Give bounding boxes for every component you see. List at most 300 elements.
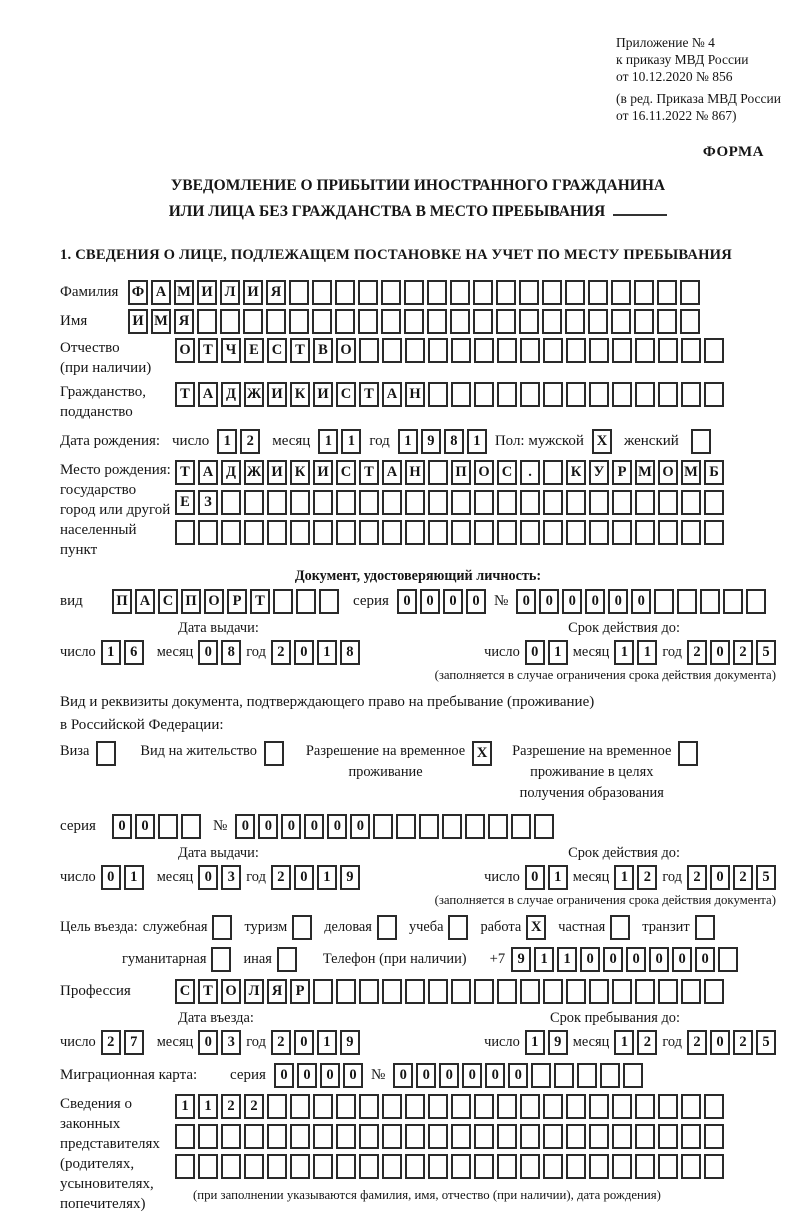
char-cell[interactable]: 0: [198, 640, 218, 665]
char-cell[interactable]: [428, 979, 448, 1004]
char-cell[interactable]: [700, 589, 720, 614]
char-cell[interactable]: 5: [756, 865, 776, 890]
char-cell[interactable]: 0: [343, 1063, 363, 1088]
char-cell[interactable]: [634, 309, 654, 334]
patronymic-input[interactable]: [175, 338, 724, 363]
identity-issue-day[interactable]: [101, 640, 144, 665]
char-cell[interactable]: [678, 741, 698, 766]
residence-series-input[interactable]: [112, 814, 201, 839]
char-cell[interactable]: [496, 280, 516, 305]
char-cell[interactable]: 0: [420, 589, 440, 614]
char-cell[interactable]: 0: [626, 947, 646, 972]
char-cell[interactable]: 0: [327, 814, 347, 839]
char-cell[interactable]: И: [128, 309, 148, 334]
char-cell[interactable]: 0: [466, 589, 486, 614]
char-cell[interactable]: [497, 382, 517, 407]
representatives-input-line1[interactable]: [175, 1094, 724, 1119]
char-cell[interactable]: [221, 520, 241, 545]
char-cell[interactable]: 1: [548, 865, 568, 890]
char-cell[interactable]: В: [313, 338, 333, 363]
purpose-tourism-checkbox[interactable]: [292, 915, 312, 940]
char-cell[interactable]: [612, 979, 632, 1004]
char-cell[interactable]: [612, 1124, 632, 1149]
temp-residence-edu-checkbox[interactable]: [678, 741, 698, 766]
char-cell[interactable]: Т: [359, 460, 379, 485]
char-cell[interactable]: [611, 309, 631, 334]
char-cell[interactable]: 0: [580, 947, 600, 972]
char-cell[interactable]: 2: [271, 640, 291, 665]
char-cell[interactable]: О: [175, 338, 195, 363]
char-cell[interactable]: С: [175, 979, 195, 1004]
char-cell[interactable]: 0: [562, 589, 582, 614]
char-cell[interactable]: 1: [341, 429, 361, 454]
purpose-study-checkbox[interactable]: [448, 915, 468, 940]
char-cell[interactable]: П: [181, 589, 201, 614]
char-cell[interactable]: [520, 490, 540, 515]
char-cell[interactable]: [336, 979, 356, 1004]
char-cell[interactable]: [359, 1124, 379, 1149]
char-cell[interactable]: [635, 1154, 655, 1179]
char-cell[interactable]: [290, 1124, 310, 1149]
identity-valid-month[interactable]: [614, 640, 657, 665]
char-cell[interactable]: М: [681, 460, 701, 485]
char-cell[interactable]: [746, 589, 766, 614]
char-cell[interactable]: [610, 915, 630, 940]
char-cell[interactable]: 0: [294, 1030, 314, 1055]
char-cell[interactable]: 2: [687, 865, 707, 890]
char-cell[interactable]: И: [243, 280, 263, 305]
char-cell[interactable]: [612, 520, 632, 545]
char-cell[interactable]: 0: [508, 1063, 528, 1088]
char-cell[interactable]: [313, 979, 333, 1004]
char-cell[interactable]: З: [198, 490, 218, 515]
entry-day-input[interactable]: [101, 1030, 144, 1055]
char-cell[interactable]: А: [382, 460, 402, 485]
char-cell[interactable]: 1: [548, 640, 568, 665]
char-cell[interactable]: [681, 1154, 701, 1179]
char-cell[interactable]: [451, 1124, 471, 1149]
char-cell[interactable]: 0: [112, 814, 132, 839]
char-cell[interactable]: 1: [398, 429, 418, 454]
char-cell[interactable]: 0: [631, 589, 651, 614]
char-cell[interactable]: 1: [124, 865, 144, 890]
char-cell[interactable]: [221, 1154, 241, 1179]
char-cell[interactable]: [497, 520, 517, 545]
char-cell[interactable]: [704, 338, 724, 363]
char-cell[interactable]: 0: [101, 865, 121, 890]
representatives-input-line3[interactable]: [175, 1154, 724, 1179]
char-cell[interactable]: 0: [350, 814, 370, 839]
char-cell[interactable]: О: [221, 979, 241, 1004]
char-cell[interactable]: [336, 520, 356, 545]
char-cell[interactable]: [359, 1154, 379, 1179]
char-cell[interactable]: [473, 309, 493, 334]
char-cell[interactable]: [428, 382, 448, 407]
char-cell[interactable]: [704, 1124, 724, 1149]
char-cell[interactable]: [264, 741, 284, 766]
char-cell[interactable]: [600, 1063, 620, 1088]
char-cell[interactable]: [543, 979, 563, 1004]
char-cell[interactable]: С: [158, 589, 178, 614]
char-cell[interactable]: [635, 520, 655, 545]
char-cell[interactable]: 0: [320, 1063, 340, 1088]
char-cell[interactable]: [589, 1124, 609, 1149]
char-cell[interactable]: [589, 520, 609, 545]
char-cell[interactable]: 0: [525, 640, 545, 665]
char-cell[interactable]: [691, 429, 711, 454]
char-cell[interactable]: О: [474, 460, 494, 485]
char-cell[interactable]: [658, 979, 678, 1004]
migration-number-input[interactable]: [393, 1063, 643, 1088]
char-cell[interactable]: [313, 1154, 333, 1179]
char-cell[interactable]: Ж: [244, 382, 264, 407]
char-cell[interactable]: Т: [198, 979, 218, 1004]
char-cell[interactable]: [198, 1154, 218, 1179]
char-cell[interactable]: [359, 520, 379, 545]
char-cell[interactable]: [267, 490, 287, 515]
residence-valid-month[interactable]: [614, 865, 657, 890]
char-cell[interactable]: Т: [198, 338, 218, 363]
char-cell[interactable]: 0: [416, 1063, 436, 1088]
char-cell[interactable]: 1: [317, 640, 337, 665]
char-cell[interactable]: 5: [756, 1030, 776, 1055]
char-cell[interactable]: [488, 814, 508, 839]
char-cell[interactable]: [497, 1154, 517, 1179]
char-cell[interactable]: [405, 520, 425, 545]
char-cell[interactable]: [520, 1124, 540, 1149]
stay-year-input[interactable]: [687, 1030, 776, 1055]
char-cell[interactable]: М: [151, 309, 171, 334]
char-cell[interactable]: 0: [516, 589, 536, 614]
char-cell[interactable]: 0: [695, 947, 715, 972]
char-cell[interactable]: [267, 1094, 287, 1119]
doc-number-input[interactable]: [516, 589, 766, 614]
char-cell[interactable]: [244, 1154, 264, 1179]
char-cell[interactable]: [428, 460, 448, 485]
char-cell[interactable]: 6: [124, 640, 144, 665]
char-cell[interactable]: 0: [608, 589, 628, 614]
birthplace-input-line2[interactable]: [175, 490, 724, 515]
temp-residence-checkbox[interactable]: [472, 741, 492, 766]
char-cell[interactable]: [451, 382, 471, 407]
char-cell[interactable]: 1: [467, 429, 487, 454]
char-cell[interactable]: [680, 280, 700, 305]
char-cell[interactable]: [566, 1124, 586, 1149]
char-cell[interactable]: [382, 490, 402, 515]
char-cell[interactable]: [589, 490, 609, 515]
char-cell[interactable]: 2: [244, 1094, 264, 1119]
char-cell[interactable]: [359, 979, 379, 1004]
char-cell[interactable]: [589, 979, 609, 1004]
char-cell[interactable]: [451, 979, 471, 1004]
char-cell[interactable]: 1: [198, 1094, 218, 1119]
char-cell[interactable]: 0: [235, 814, 255, 839]
char-cell[interactable]: 0: [462, 1063, 482, 1088]
char-cell[interactable]: Я: [266, 280, 286, 305]
char-cell[interactable]: [543, 490, 563, 515]
char-cell[interactable]: [451, 1094, 471, 1119]
stay-day-input[interactable]: [525, 1030, 568, 1055]
char-cell[interactable]: [290, 490, 310, 515]
visa-checkbox[interactable]: [96, 741, 116, 766]
char-cell[interactable]: [704, 1154, 724, 1179]
char-cell[interactable]: Т: [175, 382, 195, 407]
char-cell[interactable]: [474, 520, 494, 545]
char-cell[interactable]: [220, 309, 240, 334]
char-cell[interactable]: [198, 520, 218, 545]
char-cell[interactable]: 9: [421, 429, 441, 454]
char-cell[interactable]: 0: [710, 1030, 730, 1055]
char-cell[interactable]: 1: [557, 947, 577, 972]
char-cell[interactable]: [428, 520, 448, 545]
char-cell[interactable]: 0: [294, 640, 314, 665]
char-cell[interactable]: [542, 280, 562, 305]
char-cell[interactable]: [657, 309, 677, 334]
char-cell[interactable]: [405, 490, 425, 515]
char-cell[interactable]: [565, 309, 585, 334]
char-cell[interactable]: [175, 520, 195, 545]
birthplace-input-line3[interactable]: [175, 520, 724, 545]
char-cell[interactable]: [635, 1124, 655, 1149]
char-cell[interactable]: [654, 589, 674, 614]
char-cell[interactable]: [96, 741, 116, 766]
char-cell[interactable]: А: [135, 589, 155, 614]
char-cell[interactable]: 2: [687, 640, 707, 665]
char-cell[interactable]: 3: [221, 1030, 241, 1055]
char-cell[interactable]: 2: [101, 1030, 121, 1055]
char-cell[interactable]: [336, 1094, 356, 1119]
profession-input[interactable]: [175, 979, 724, 1004]
char-cell[interactable]: [611, 280, 631, 305]
residence-issue-year[interactable]: [271, 865, 360, 890]
char-cell[interactable]: 0: [281, 814, 301, 839]
char-cell[interactable]: [405, 979, 425, 1004]
char-cell[interactable]: К: [566, 460, 586, 485]
char-cell[interactable]: [677, 589, 697, 614]
char-cell[interactable]: [520, 382, 540, 407]
char-cell[interactable]: X: [526, 915, 546, 940]
birth-day-input[interactable]: [217, 429, 260, 454]
char-cell[interactable]: 8: [221, 640, 241, 665]
char-cell[interactable]: [377, 915, 397, 940]
char-cell[interactable]: [267, 520, 287, 545]
purpose-business-checkbox[interactable]: [212, 915, 232, 940]
char-cell[interactable]: Т: [250, 589, 270, 614]
char-cell[interactable]: 1: [317, 1030, 337, 1055]
char-cell[interactable]: [704, 1094, 724, 1119]
char-cell[interactable]: 9: [548, 1030, 568, 1055]
char-cell[interactable]: Е: [175, 490, 195, 515]
char-cell[interactable]: [396, 814, 416, 839]
char-cell[interactable]: [404, 280, 424, 305]
char-cell[interactable]: А: [198, 460, 218, 485]
char-cell[interactable]: [658, 1154, 678, 1179]
char-cell[interactable]: 0: [297, 1063, 317, 1088]
migration-series-input[interactable]: [274, 1063, 363, 1088]
char-cell[interactable]: [181, 814, 201, 839]
char-cell[interactable]: [520, 1094, 540, 1119]
char-cell[interactable]: 0: [198, 865, 218, 890]
char-cell[interactable]: [336, 1124, 356, 1149]
char-cell[interactable]: [358, 280, 378, 305]
char-cell[interactable]: 1: [101, 640, 121, 665]
char-cell[interactable]: 8: [444, 429, 464, 454]
char-cell[interactable]: 2: [637, 865, 657, 890]
entry-year-input[interactable]: [271, 1030, 360, 1055]
char-cell[interactable]: [474, 979, 494, 1004]
char-cell[interactable]: Д: [221, 382, 241, 407]
char-cell[interactable]: [451, 338, 471, 363]
char-cell[interactable]: 9: [511, 947, 531, 972]
char-cell[interactable]: [450, 280, 470, 305]
char-cell[interactable]: Д: [221, 460, 241, 485]
char-cell[interactable]: [266, 309, 286, 334]
char-cell[interactable]: [704, 382, 724, 407]
char-cell[interactable]: [718, 947, 738, 972]
char-cell[interactable]: [695, 915, 715, 940]
char-cell[interactable]: [382, 979, 402, 1004]
char-cell[interactable]: [704, 979, 724, 1004]
char-cell[interactable]: [211, 947, 231, 972]
stay-month-input[interactable]: [614, 1030, 657, 1055]
char-cell[interactable]: 9: [340, 865, 360, 890]
char-cell[interactable]: 1: [614, 640, 634, 665]
doc-type-input[interactable]: [112, 589, 339, 614]
char-cell[interactable]: [419, 814, 439, 839]
char-cell[interactable]: [566, 520, 586, 545]
char-cell[interactable]: 0: [485, 1063, 505, 1088]
char-cell[interactable]: [658, 382, 678, 407]
char-cell[interactable]: [543, 1154, 563, 1179]
char-cell[interactable]: А: [198, 382, 218, 407]
char-cell[interactable]: 8: [340, 640, 360, 665]
char-cell[interactable]: П: [112, 589, 132, 614]
char-cell[interactable]: 5: [756, 640, 776, 665]
char-cell[interactable]: [566, 338, 586, 363]
char-cell[interactable]: [313, 520, 333, 545]
char-cell[interactable]: [658, 1094, 678, 1119]
char-cell[interactable]: 2: [221, 1094, 241, 1119]
purpose-other-checkbox[interactable]: [277, 947, 297, 972]
identity-issue-month[interactable]: [198, 640, 241, 665]
char-cell[interactable]: [543, 1124, 563, 1149]
char-cell[interactable]: [474, 338, 494, 363]
char-cell[interactable]: Р: [290, 979, 310, 1004]
char-cell[interactable]: [313, 1124, 333, 1149]
char-cell[interactable]: [313, 1094, 333, 1119]
char-cell[interactable]: [589, 1094, 609, 1119]
char-cell[interactable]: П: [451, 460, 471, 485]
char-cell[interactable]: [158, 814, 178, 839]
char-cell[interactable]: [681, 1094, 701, 1119]
char-cell[interactable]: 0: [525, 865, 545, 890]
char-cell[interactable]: [382, 1124, 402, 1149]
residence-valid-day[interactable]: [525, 865, 568, 890]
char-cell[interactable]: 0: [294, 865, 314, 890]
char-cell[interactable]: [373, 814, 393, 839]
char-cell[interactable]: 1: [217, 429, 237, 454]
char-cell[interactable]: [511, 814, 531, 839]
residence-issue-month[interactable]: [198, 865, 241, 890]
char-cell[interactable]: Л: [220, 280, 240, 305]
char-cell[interactable]: Я: [267, 979, 287, 1004]
char-cell[interactable]: [681, 338, 701, 363]
char-cell[interactable]: [358, 309, 378, 334]
purpose-humanitarian-checkbox[interactable]: [211, 947, 231, 972]
char-cell[interactable]: [404, 309, 424, 334]
char-cell[interactable]: [566, 490, 586, 515]
char-cell[interactable]: [704, 490, 724, 515]
char-cell[interactable]: [465, 814, 485, 839]
char-cell[interactable]: [520, 979, 540, 1004]
char-cell[interactable]: Т: [359, 382, 379, 407]
char-cell[interactable]: [520, 520, 540, 545]
char-cell[interactable]: 0: [585, 589, 605, 614]
char-cell[interactable]: К: [290, 460, 310, 485]
char-cell[interactable]: 1: [175, 1094, 195, 1119]
char-cell[interactable]: [359, 490, 379, 515]
surname-input[interactable]: [128, 280, 700, 305]
char-cell[interactable]: А: [382, 382, 402, 407]
birth-month-input[interactable]: [318, 429, 361, 454]
char-cell[interactable]: С: [267, 338, 287, 363]
char-cell[interactable]: [290, 1154, 310, 1179]
char-cell[interactable]: 0: [135, 814, 155, 839]
char-cell[interactable]: И: [313, 460, 333, 485]
char-cell[interactable]: [519, 309, 539, 334]
char-cell[interactable]: 7: [124, 1030, 144, 1055]
char-cell[interactable]: 0: [397, 589, 417, 614]
char-cell[interactable]: Н: [405, 460, 425, 485]
char-cell[interactable]: [577, 1063, 597, 1088]
char-cell[interactable]: [296, 589, 316, 614]
char-cell[interactable]: 1: [317, 865, 337, 890]
char-cell[interactable]: [680, 309, 700, 334]
char-cell[interactable]: Ж: [244, 460, 264, 485]
char-cell[interactable]: [566, 1094, 586, 1119]
char-cell[interactable]: [267, 1154, 287, 1179]
char-cell[interactable]: [588, 309, 608, 334]
char-cell[interactable]: [635, 338, 655, 363]
char-cell[interactable]: [612, 1094, 632, 1119]
char-cell[interactable]: 1: [525, 1030, 545, 1055]
char-cell[interactable]: [543, 338, 563, 363]
char-cell[interactable]: [405, 1094, 425, 1119]
char-cell[interactable]: [267, 1124, 287, 1149]
char-cell[interactable]: [244, 1124, 264, 1149]
char-cell[interactable]: X: [472, 741, 492, 766]
char-cell[interactable]: [635, 490, 655, 515]
char-cell[interactable]: 1: [534, 947, 554, 972]
char-cell[interactable]: [681, 490, 701, 515]
doc-series-input[interactable]: [397, 589, 486, 614]
char-cell[interactable]: [497, 1124, 517, 1149]
char-cell[interactable]: [289, 280, 309, 305]
char-cell[interactable]: 0: [710, 640, 730, 665]
char-cell[interactable]: 1: [614, 1030, 634, 1055]
char-cell[interactable]: [589, 338, 609, 363]
char-cell[interactable]: [175, 1154, 195, 1179]
char-cell[interactable]: X: [592, 429, 612, 454]
char-cell[interactable]: [589, 1154, 609, 1179]
char-cell[interactable]: Ч: [221, 338, 241, 363]
char-cell[interactable]: [566, 382, 586, 407]
char-cell[interactable]: [473, 280, 493, 305]
char-cell[interactable]: [292, 915, 312, 940]
char-cell[interactable]: Л: [244, 979, 264, 1004]
char-cell[interactable]: [290, 1094, 310, 1119]
char-cell[interactable]: [313, 490, 333, 515]
